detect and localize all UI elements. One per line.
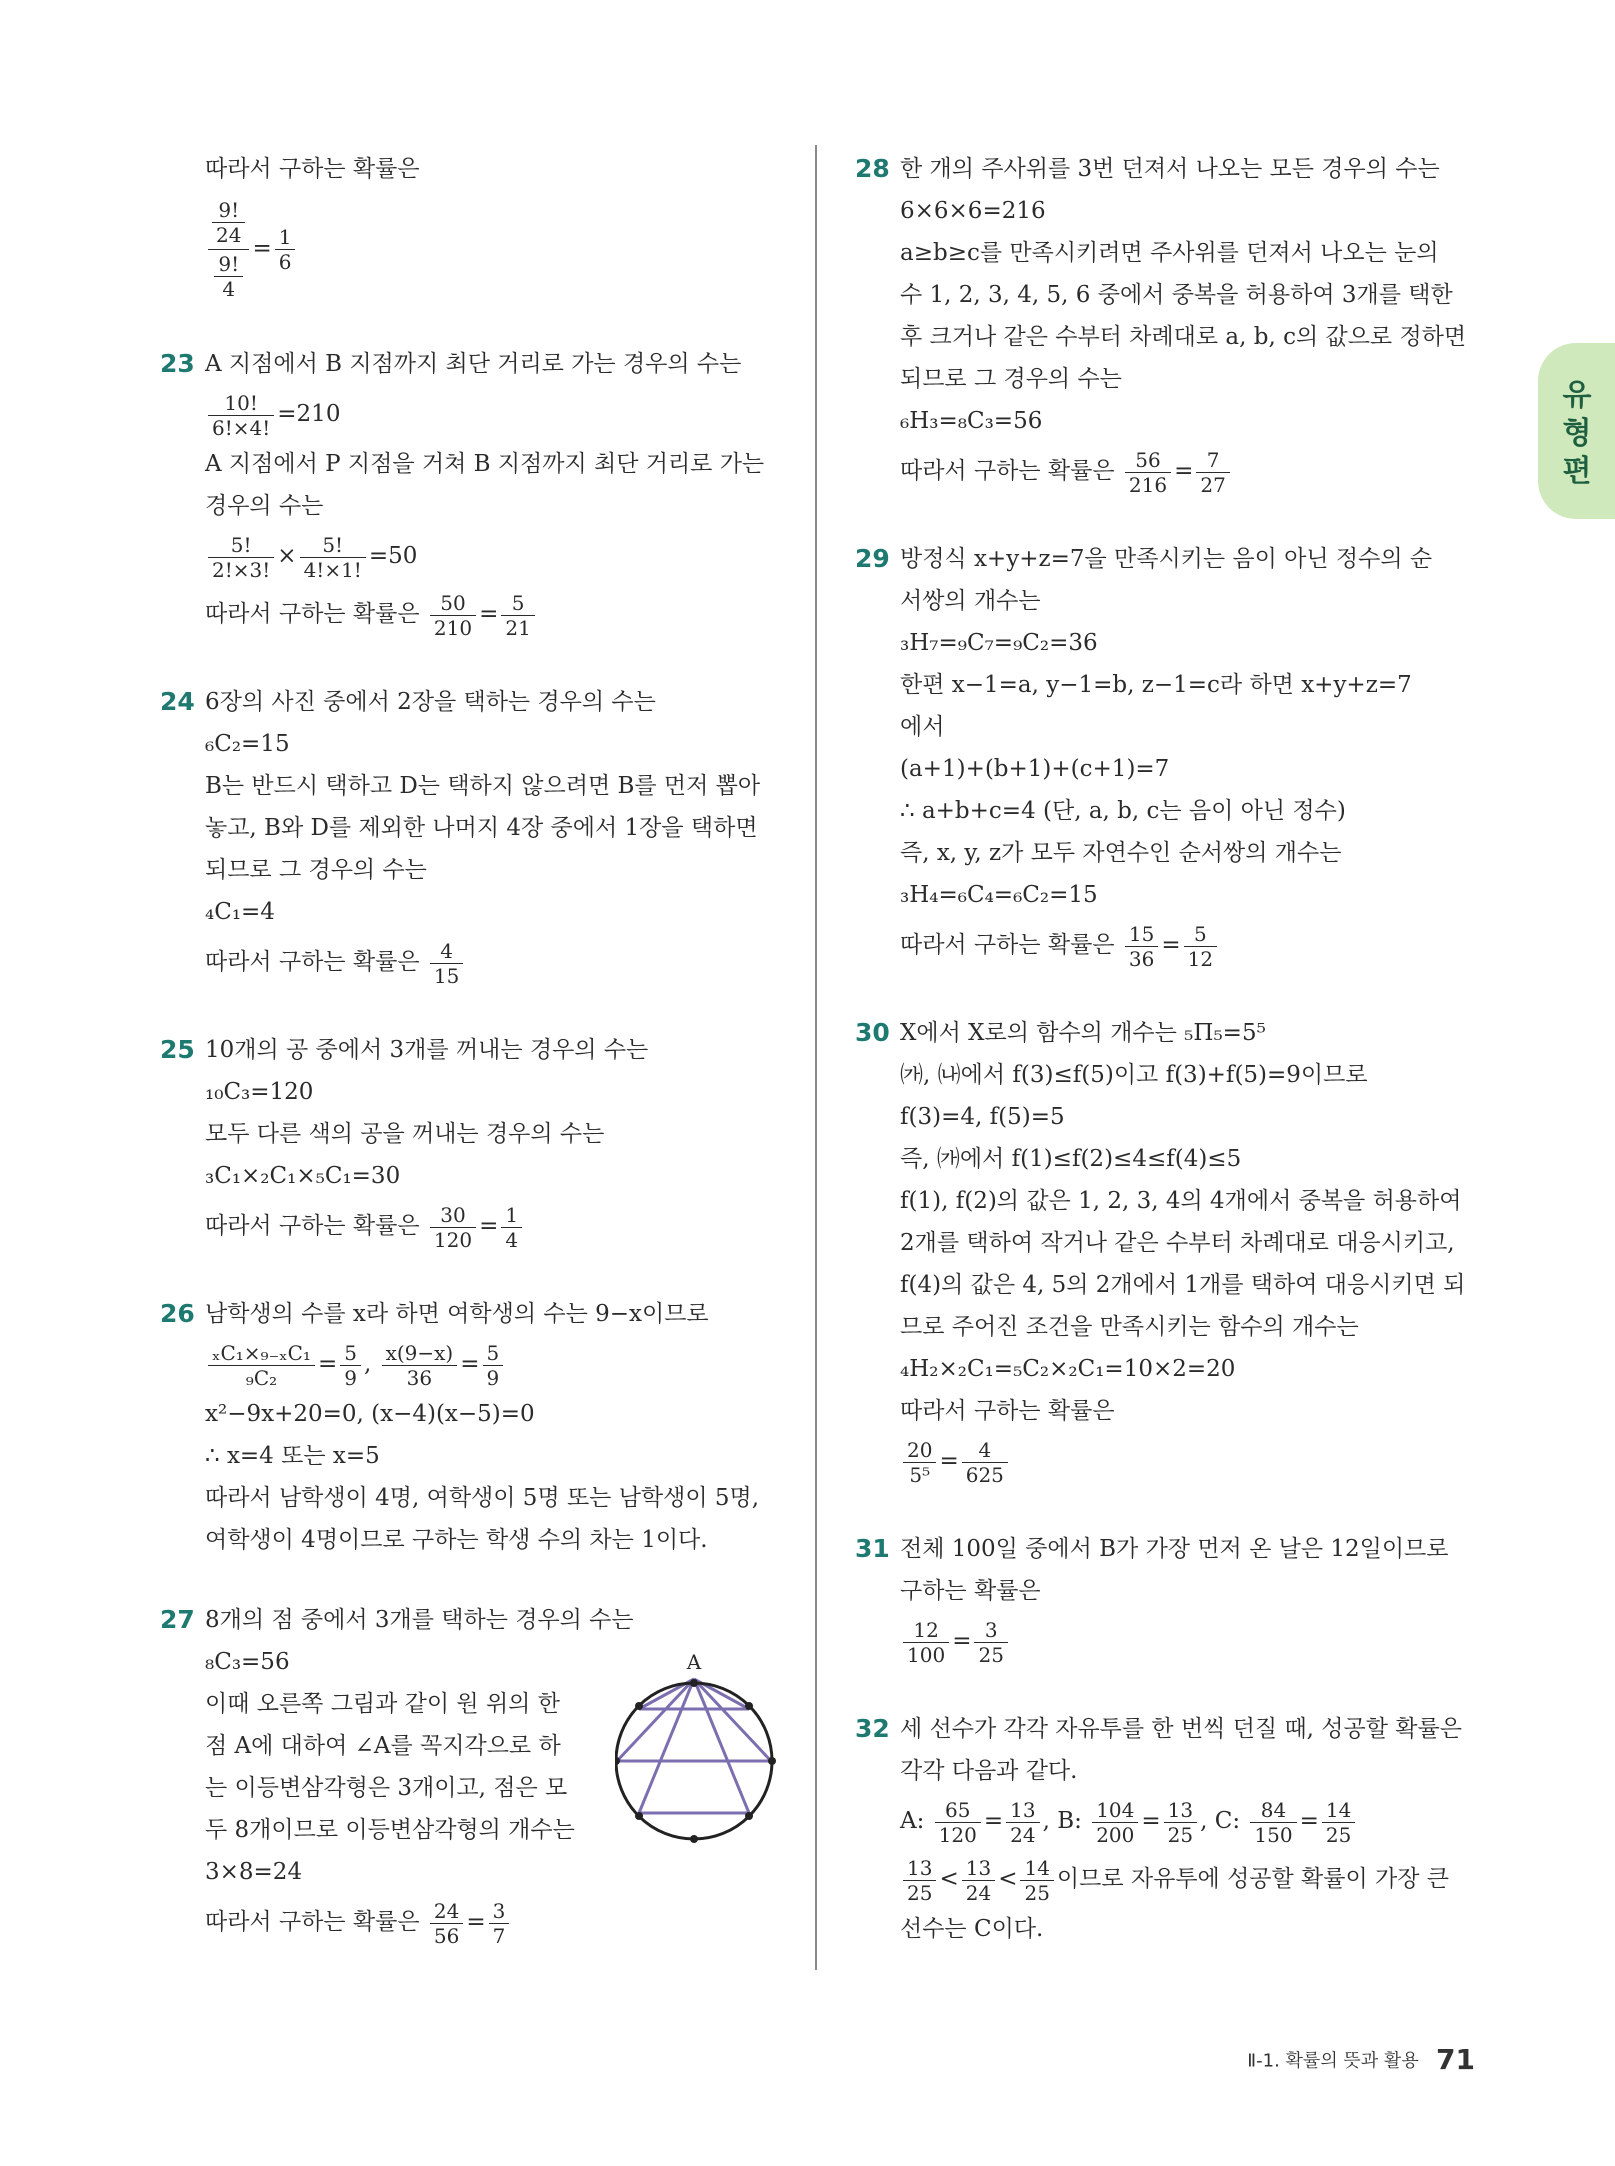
problem-number: 30 (855, 1018, 890, 1047)
side-tab (1538, 343, 1615, 519)
problem-30: 30 X에서 X로의 함수의 개수는 ₅Π₅=5⁵ ㈎, ㈏에서 f(3)≤f(5)이고 f(3)+f(5)=9이므로 f(3)=4, f(5)=5 즉, ㈎에서 f(1)≤f(2)≤4≤f(4)≤5 f(1), f(2)의 값은 1, 2, 3, 4의 4개에서 중복을 허용하여 2개를 택하여 작거나 같은 수부터 차례대로 대응시키고, f(4)의 값은 4, 5의 2개에서 1개를 택하여 대응시키면 되 므로 주어진 조건을 만족시키는 함수의 개수는 ₄H₂×₂C₁=₅C₂×₂C₁=10×2=20 따라서 구하는 확률은 $\frac{20}{\text{5⁵}}$ = $\frac{4}{625}$ (855, 1012, 1485, 1490)
problem-number: 23 (160, 349, 195, 378)
math-line: 따라서 구하는 확률은 $\frac{56}{216}$ = $\frac{7}{27}$ (900, 442, 1485, 500)
page-number: 71 (1436, 2043, 1475, 2076)
problem-number: 24 (160, 687, 195, 716)
math-line: 따라서 구하는 확률은 $\frac{4}{15}$ (205, 933, 790, 991)
problem-23: 23 A 지점에서 B 지점까지 최단 거리로 가는 경우의 수는 $\frac{10!}{6!\times 4!}$ =210 A 지점에서 P 지점을 거쳐 B 지점까지 최단 거리로 가는 경우의 수는 $\frac{5!}{2!\times 3!}$ × $\frac{5!}{4!\times 1!}$ =50 따라서 구하는 확률은 $\frac{50}{210}$ = $\frac{5}{21}$ (160, 343, 790, 643)
problem-32: 32 세 선수가 각각 자유투를 한 번씩 던질 때, 성공할 확률은 각각 다음과 같다. A: $\frac{65}{120}$ = $\frac{13}{24}$ , B: $\frac{104}{200}$ = $\frac{13}{25}$ , C: $\frac{84}{150}$ = $\frac{14}{25}$ $\frac{13}{25}$ < $\frac{13}{24}$ < $\frac{14}{25}$ 이므로 자유투에 성공할 확률이 가장 큰 선수는 C이다. (855, 1708, 1485, 1950)
math-line: $\frac{5!}{2!\times 3!}$ × $\frac{5!}{4!\times 1!}$ =50 (205, 527, 790, 585)
figure-label-a: A (686, 1650, 702, 1674)
problem-26: 26 남학생의 수를 x라 하면 여학생의 수는 9−x이므로 $\frac{\text{ₓC₁×₉₋ₓC₁}}{\text{₉C₂}}$ = $\frac{5}{9}$ , $\frac{x(9-x)}{36}$ = $\frac{5}{9}$ x²−9x+20=0, (x−4)(x−5)=0 ∴ x=4 또는 x=5 따라서 남학생이 4명, 여학생이 5명 또는 남학생이 5명, 여학생이 4명이므로 구하는 학생 수의 차는 1이다. (160, 1293, 790, 1561)
math-line: 따라서 구하는 확률은 $\frac{15}{36}$ = $\frac{5}{12}$ (900, 916, 1485, 974)
math-line: A: $\frac{65}{120}$ = $\frac{13}{24}$ , B: $\frac{104}{200}$ = $\frac{13}{25}$ , C: $\frac{84}{150}$ = $\frac{14}{25}$ (900, 1792, 1485, 1850)
problem-25: 25 10개의 공 중에서 3개를 꺼내는 경우의 수는 ₁₀C₃=120 모두 다른 색의 공을 꺼내는 경우의 수는 ₃C₁×₂C₁×₅C₁=30 따라서 구하는 확률은 $\frac{30}{120}$ = $\frac{1}{4}$ (160, 1029, 790, 1255)
problem-31: 31 전체 100일 중에서 B가 가장 먼저 온 날은 12일이므로 구하는 확률은 $\frac{12}{100}$ = $\frac{3}{25}$ (855, 1528, 1485, 1670)
math-line: 따라서 구하는 확률은 $\frac{24}{56}$ = $\frac{3}{7}$ (205, 1893, 790, 1951)
problem-number: 26 (160, 1299, 195, 1328)
right-column (855, 148, 1485, 1988)
problem-number: 31 (855, 1534, 890, 1563)
problem-24: 24 6장의 사진 중에서 2장을 택하는 경우의 수는 ₆C₂=15 B는 반드시 택하고 D는 택하지 않으려면 B를 먼저 뽑아 놓고, B와 D를 제외한 나머지 4장 중에서 1장을 택하면 되므로 그 경우의 수는 ₄C₁=4 따라서 구하는 확률은 $\frac{4}{15}$ (160, 681, 790, 991)
compound-fraction: $\frac{\frac{9!}{24}}{\frac{9!}{4}}$ = $\frac{1}{6}$ (205, 196, 790, 303)
triangle-lines (617, 1679, 771, 1813)
chapter-title: Ⅱ-1. 확률의 뜻과 활용 (1247, 2050, 1419, 2072)
fraction: $\frac{9!}{24}$ (212, 198, 245, 247)
problem-number: 29 (855, 544, 890, 573)
page-footer (1247, 2043, 1475, 2076)
side-tab-label: 유형편 (1562, 378, 1592, 489)
math-line: $\frac{12}{100}$ = $\frac{3}{25}$ (900, 1612, 1485, 1670)
problem-27: 27 8개의 점 중에서 3개를 택하는 경우의 수는 ₈C₃=56 이때 오른쪽 그림과 같이 원 위의 한 점 A에 대하여 ∠A를 꼭지각으로 하 는 이등변삼각형은 3개이고, 점은 모 두 8개이므로 이등변삼각형의 개수는 3×8=24 따라서 구하는 확률은 $\frac{24}{56}$ = $\frac{3}{7}$ A (160, 1599, 790, 1951)
fraction (208, 196, 249, 303)
circle-isosceles-figure (615, 1649, 785, 1849)
problem-29: 29 방정식 x+y+z=7을 만족시키는 음이 아닌 정수의 순 서쌍의 개수는 ₃H₇=₉C₇=₉C₂=36 한편 x−1=a, y−1=b, z−1=c라 하면 x+y+z=7 에서 (a+1)+(b+1)+(c+1)=7 ∴ a+b+c=4 (단, a, b, c는 음이 아닌 정수) 즉, x, y, z가 모두 자연수인 순서쌍의 개수는 ₃H₄=₆C₄=₆C₂=15 따라서 구하는 확률은 $\frac{15}{36}$ = $\frac{5}{12}$ (855, 538, 1485, 974)
fraction: $\frac{9!}{4}$ (214, 252, 243, 301)
column-divider (815, 145, 817, 1970)
problem-number: 32 (855, 1714, 890, 1743)
math-line: 따라서 구하는 확률은 $\frac{50}{210}$ = $\frac{5}{21}$ (205, 585, 790, 643)
math-line: 따라서 구하는 확률은 $\frac{30}{120}$ = $\frac{1}{4}$ (205, 1197, 790, 1255)
text-line: 따라서 구하는 확률은 (205, 156, 420, 182)
problem-number: 27 (160, 1605, 195, 1634)
problem-number: 28 (855, 154, 890, 183)
left-column (160, 148, 790, 1989)
intro-continuation (160, 148, 790, 303)
math-line: $\frac{10!}{6!\times 4!}$ =210 (205, 385, 790, 443)
fraction: $\frac{1}{6}$ (275, 225, 296, 274)
math-line: $\frac{13}{25}$ < $\frac{13}{24}$ < $\frac{14}{25}$ 이므로 자유투에 성공할 확률이 가장 큰 (900, 1850, 1485, 1908)
problem-28: 28 한 개의 주사위를 3번 던져서 나오는 모든 경우의 수는 6×6×6=216 a≥b≥c를 만족시키려면 주사위를 던져서 나오는 눈의 수 1, 2, 3, 4, 5, 6 중에서 중복을 허용하여 3개를 택한 후 크거나 같은 수부터 차례대로 a, b, c의 값으로 정하면 되므로 그 경우의 수는 ₆H₃=₈C₃=56 따라서 구하는 확률은 $\frac{56}{216}$ = $\frac{7}{27}$ (855, 148, 1485, 500)
math-line: $\frac{20}{\text{5⁵}}$ = $\frac{4}{625}$ (900, 1432, 1485, 1490)
problem-number: 25 (160, 1035, 195, 1064)
math-line: $\frac{\text{ₓC₁×₉₋ₓC₁}}{\text{₉C₂}}$ = $\frac{5}{9}$ , $\frac{x(9-x)}{36}$ = $\frac{5}{9}$ (205, 1335, 790, 1393)
